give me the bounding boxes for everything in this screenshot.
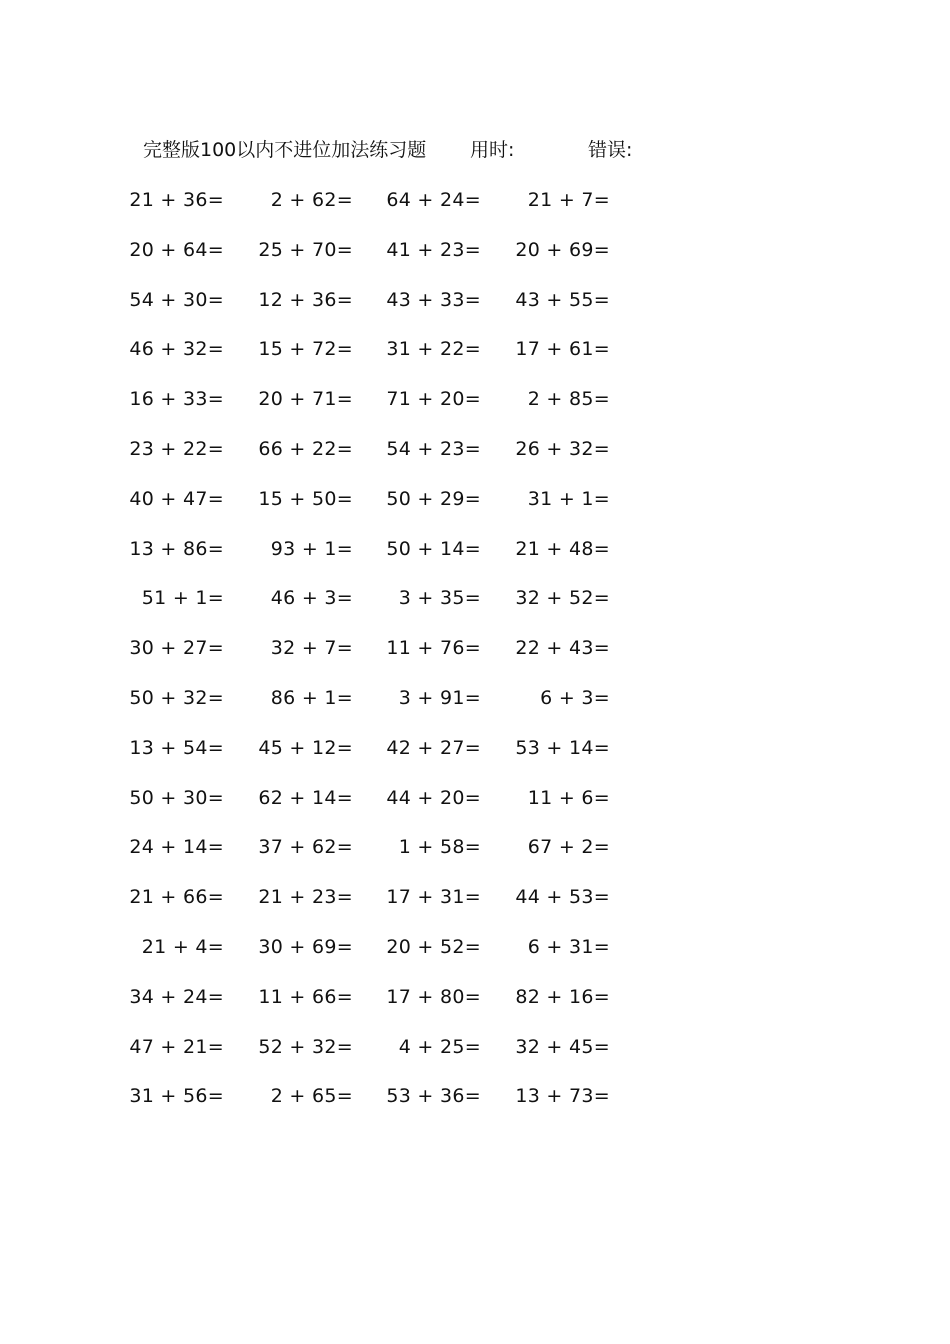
problem-cell: 20 + 69= xyxy=(515,238,610,261)
problem-cell: 20 + 64= xyxy=(129,238,224,261)
problem-cell: 62 + 14= xyxy=(258,786,353,809)
problem-cell: 12 + 36= xyxy=(258,288,353,311)
problem-cell: 20 + 71= xyxy=(258,388,353,411)
problem-cell: 13 + 54= xyxy=(129,736,224,759)
problem-cell: 46 + 3= xyxy=(270,587,353,610)
problem-cell: 15 + 72= xyxy=(258,338,353,361)
problem-cell: 25 + 70= xyxy=(258,238,353,261)
problem-cell: 67 + 2= xyxy=(527,836,610,859)
problem-cell: 2 + 62= xyxy=(270,189,353,211)
problem-cell: 11 + 76= xyxy=(386,637,481,660)
problem-cell: 37 + 62= xyxy=(258,836,353,859)
problem-cell: 50 + 30= xyxy=(129,786,224,809)
problem-cell: 13 + 86= xyxy=(129,537,224,560)
problem-cell: 32 + 52= xyxy=(515,587,610,610)
problem-cell: 11 + 6= xyxy=(527,786,610,809)
problem-cell: 53 + 36= xyxy=(386,1085,481,1108)
problem-cell: 17 + 80= xyxy=(386,985,481,1008)
problem-cell: 53 + 14= xyxy=(515,736,610,759)
problem-cell: 24 + 14= xyxy=(129,836,224,859)
problem-cell: 21 + 23= xyxy=(258,886,353,909)
problem-cell: 47 + 21= xyxy=(129,1035,224,1058)
problem-cell: 50 + 32= xyxy=(129,687,224,709)
problem-cell: 21 + 7= xyxy=(527,189,610,211)
problem-cell: 21 + 66= xyxy=(129,886,224,909)
problem-cell: 30 + 69= xyxy=(258,936,353,958)
problem-cell: 41 + 23= xyxy=(386,238,481,261)
problem-cell: 64 + 24= xyxy=(386,189,481,211)
problem-cell: 66 + 22= xyxy=(258,438,353,460)
problem-cell: 50 + 14= xyxy=(386,537,481,560)
problem-cell: 13 + 73= xyxy=(515,1085,610,1108)
problem-cell: 42 + 27= xyxy=(386,736,481,759)
problem-cell: 71 + 20= xyxy=(386,388,481,411)
problem-cell: 54 + 23= xyxy=(386,438,481,460)
problem-cell: 4 + 25= xyxy=(398,1035,481,1058)
problem-cell: 3 + 91= xyxy=(398,687,481,709)
problem-cell: 11 + 66= xyxy=(258,985,353,1008)
problem-cell: 82 + 16= xyxy=(515,985,610,1008)
problem-cell: 43 + 55= xyxy=(515,288,610,311)
problem-cell: 22 + 43= xyxy=(515,637,610,660)
problem-cell: 93 + 1= xyxy=(270,537,353,560)
problem-cell: 15 + 50= xyxy=(258,487,353,510)
problem-cell: 34 + 24= xyxy=(129,985,224,1008)
problem-cell: 45 + 12= xyxy=(258,736,353,759)
problem-cell: 50 + 29= xyxy=(386,487,481,510)
problem-cell: 54 + 30= xyxy=(129,288,224,311)
problem-cell: 44 + 20= xyxy=(386,786,481,809)
problem-cell: 43 + 33= xyxy=(386,288,481,311)
problem-cell: 20 + 52= xyxy=(386,936,481,958)
problem-cell: 21 + 4= xyxy=(141,936,224,958)
problem-cell: 30 + 27= xyxy=(129,637,224,660)
problem-cell: 21 + 36= xyxy=(129,189,224,211)
problem-cell: 1 + 58= xyxy=(398,836,481,859)
time-label: 用时: xyxy=(470,139,515,161)
problem-cell: 6 + 3= xyxy=(540,687,610,709)
problem-cell: 6 + 31= xyxy=(527,936,610,958)
problem-cell: 2 + 85= xyxy=(527,388,610,411)
problem-cell: 31 + 22= xyxy=(386,338,481,361)
problem-cell: 32 + 45= xyxy=(515,1035,610,1058)
problem-cell: 44 + 53= xyxy=(515,886,610,909)
problem-cell: 17 + 31= xyxy=(386,886,481,909)
problem-cell: 2 + 65= xyxy=(270,1085,353,1108)
worksheet-title: 完整版100以内不进位加法练习题 xyxy=(143,139,427,161)
problem-cell: 32 + 7= xyxy=(270,637,353,660)
problem-cell: 23 + 22= xyxy=(129,438,224,460)
problem-cell: 51 + 1= xyxy=(141,587,224,610)
problem-cell: 52 + 32= xyxy=(258,1035,353,1058)
problem-cell: 21 + 48= xyxy=(515,537,610,560)
problem-cell: 31 + 1= xyxy=(527,487,610,510)
problem-cell: 40 + 47= xyxy=(129,487,224,510)
problem-cell: 46 + 32= xyxy=(129,338,224,361)
problem-cell: 31 + 56= xyxy=(129,1085,224,1108)
problem-cell: 3 + 35= xyxy=(398,587,481,610)
problem-cell: 26 + 32= xyxy=(515,438,610,460)
problem-cell: 17 + 61= xyxy=(515,338,610,361)
error-label: 错误: xyxy=(588,139,633,161)
problem-cell: 16 + 33= xyxy=(129,388,224,411)
problem-cell: 86 + 1= xyxy=(270,687,353,709)
